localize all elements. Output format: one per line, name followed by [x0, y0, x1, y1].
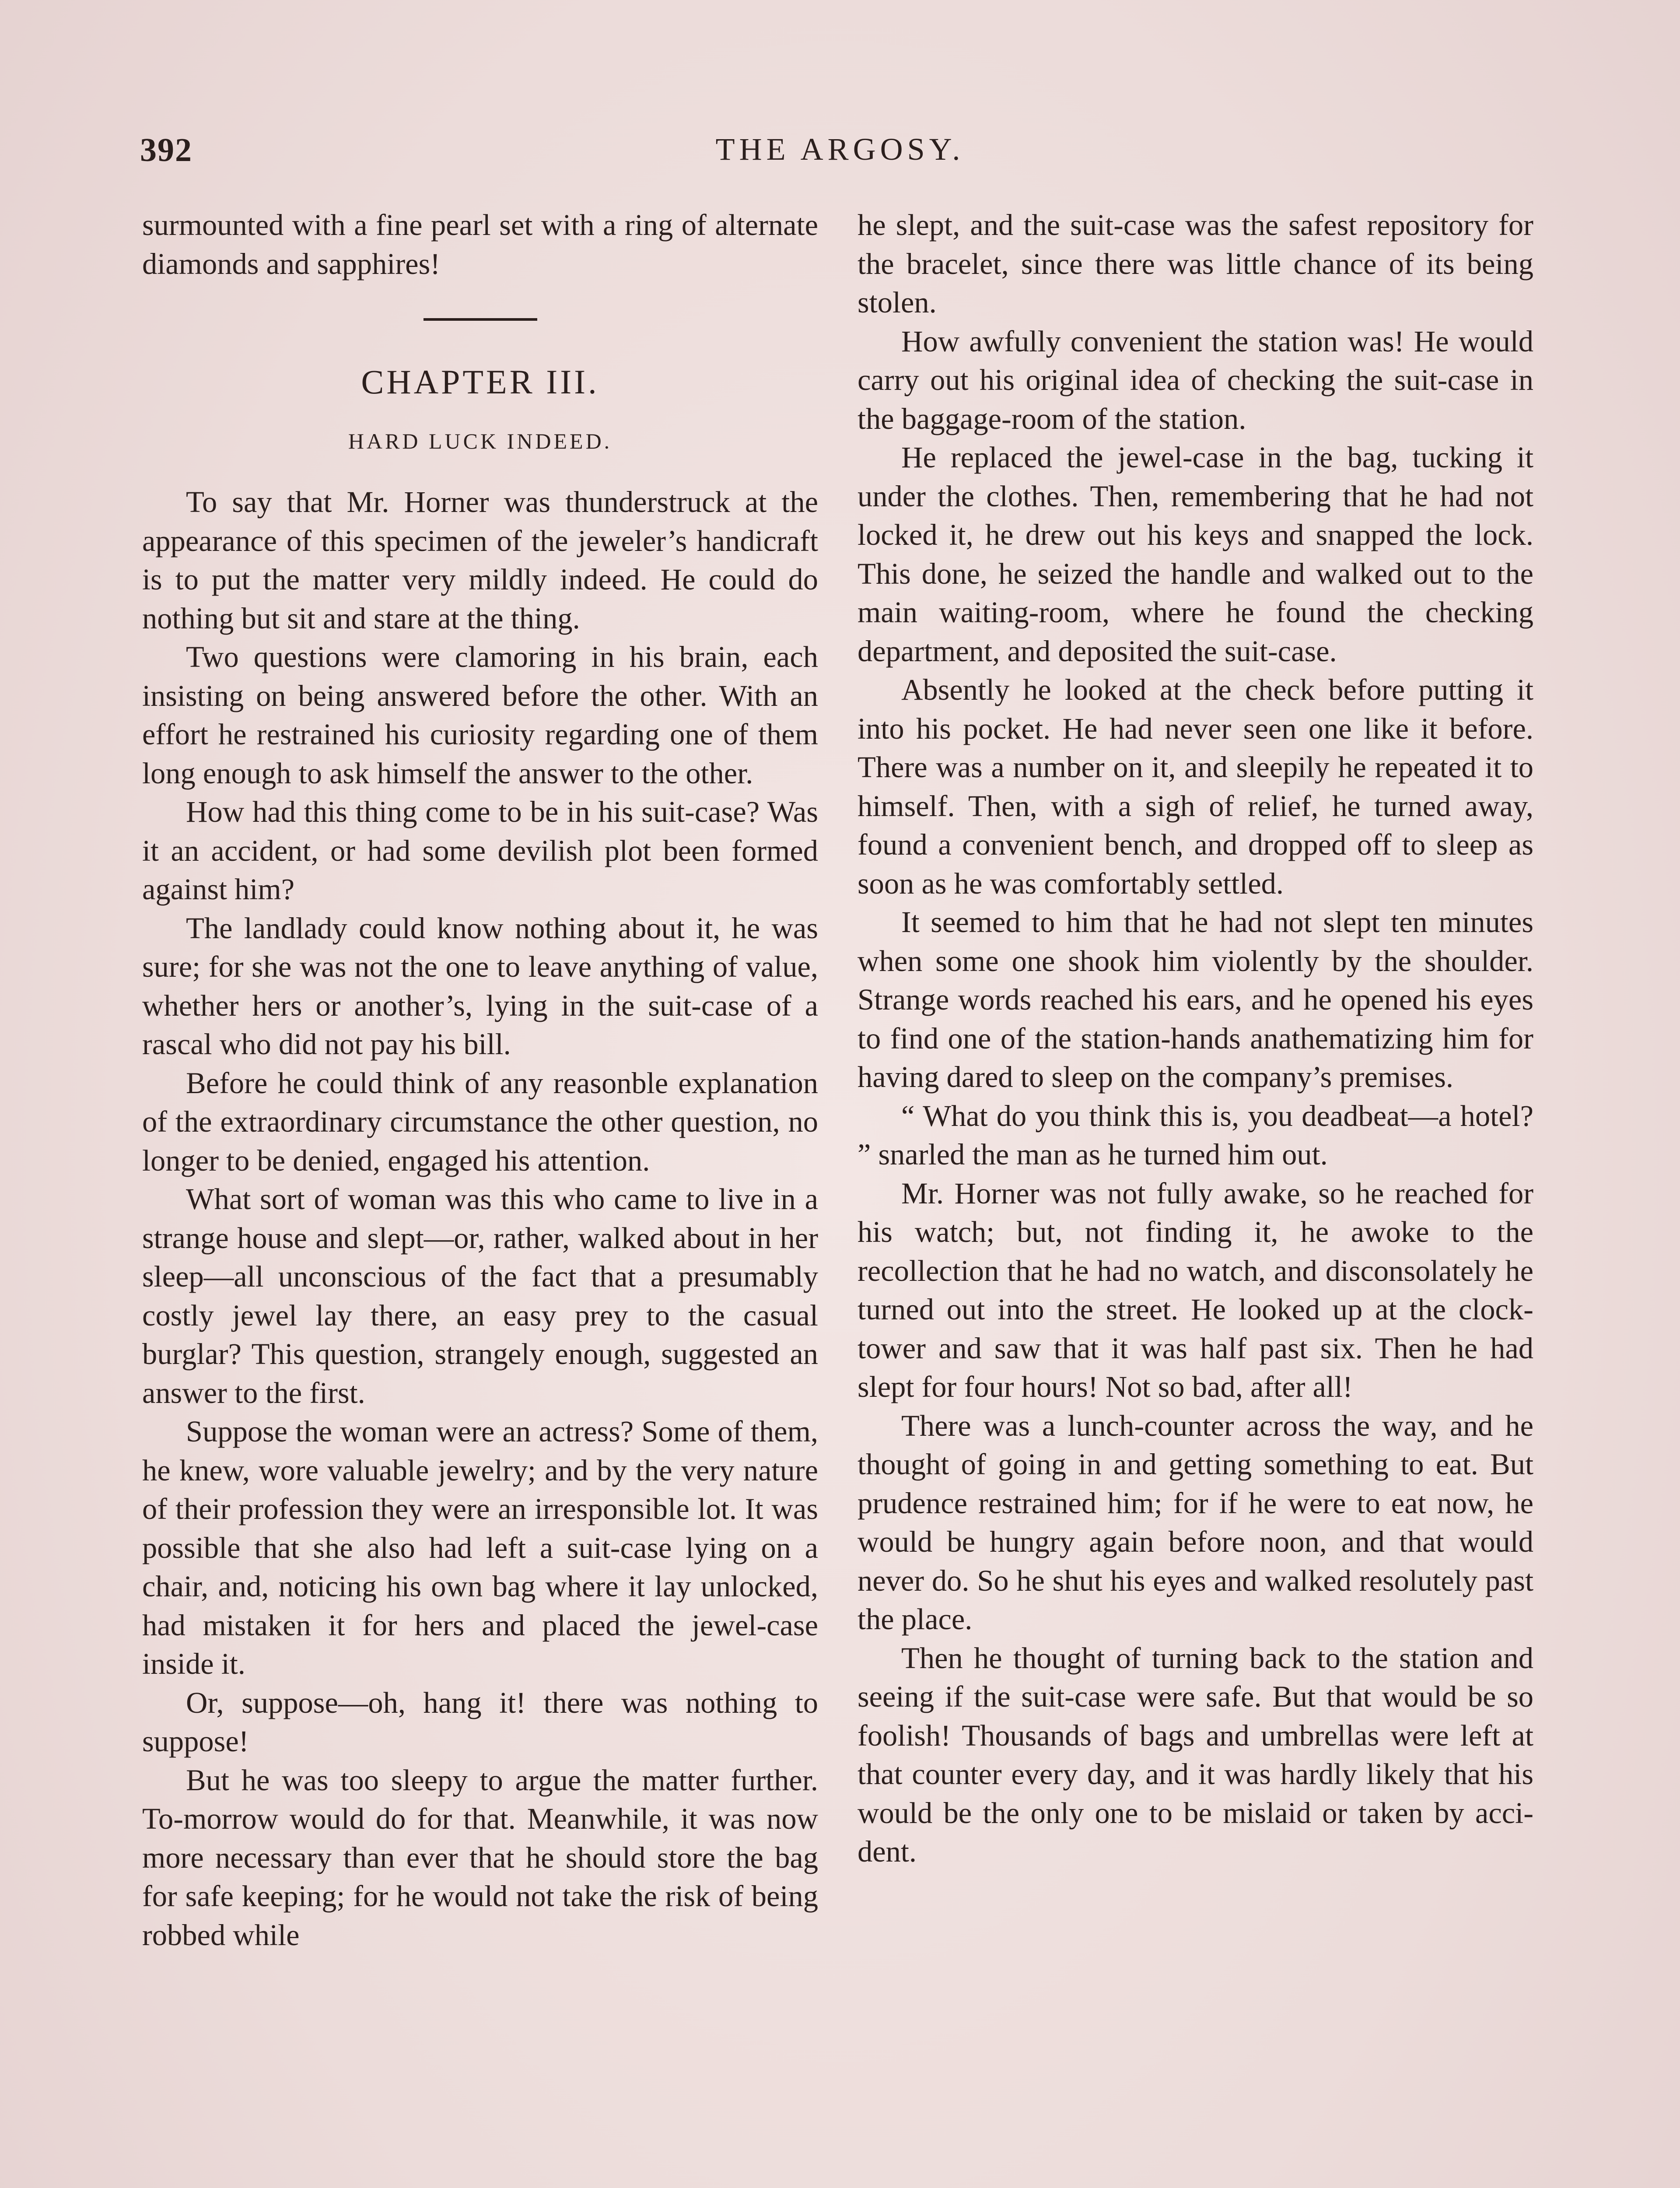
continued-paragraph: he slept, and the suit-case was the safest repository for the bracelet, since there was little chance of its being stolen. — [858, 208, 1533, 319]
paragraph: The landlady could know nothing about it, he was sure; for she was not the one to leave anything of value, whether hers or another’s, lying in the suit-case of a rascal who did not pay his bill. — [142, 911, 818, 1061]
paragraph: “ What do you think this is, you deadbeat—a hotel? ” snarled the man as he turned him out. — [858, 1099, 1533, 1171]
paragraph: Two questions were clamoring in his brain, each insisting on being answered before the other. With an effort he restrained his curiosity regarding one of them long enough to ask himself the answer to the other. — [142, 640, 818, 790]
paragraph: It seemed to him that he had not slept ten minutes when some one shook him violently by the shoulder. Strange words reached his ears, and he opened his eyes to find one of the station-hands anathematizing him for having dared to sleep on the company’s premises. — [858, 905, 1533, 1094]
paragraph: How awfully convenient the station was! He would carry out his original idea of checking the suit-case in the baggage-room of the station. — [858, 324, 1533, 435]
paragraph: Suppose the woman were an actress? Some of them, he knew, wore valuable jewelry; and by the very nature of their profession they were an irresponsible lot. It was possible that she also had left a suit-case lying on a chair, and, noticing his own bag where it lay unlocked, had mistaken it for hers and placed the jewel-case inside it. — [142, 1415, 818, 1680]
paragraph: Or, suppose—oh, hang it! there was nothing to suppose! — [142, 1686, 818, 1758]
paragraph: How had this thing come to be in his suit-case? Was it an accident, or had some devilish plot been formed against him? — [142, 795, 818, 906]
right-column — [858, 206, 1533, 1871]
section-divider — [424, 318, 537, 321]
chapter-title: CHAPTER III. — [361, 363, 599, 401]
paragraph: What sort of woman was this who came to live in a strange house and slept—or, rather, walked about in her sleep—all unconscious of the fact that a presumably costly jewel lay there, an easy prey to the casual burglar? This question, strangely enough, suggested an answer to the first. — [142, 1182, 818, 1410]
paragraph: Absently he looked at the check before putting it into his pocket. He had never seen one like it before. There was a number on it, and sleepily he repeated it to himself. Then, with a sigh of relief, he turned away, found a convenient bench, and dropped off to sleep as soon as he was comfortably settled. — [858, 673, 1533, 900]
paragraph: But he was too sleepy to argue the matter further. To-morrow would do for that. Meanwhile, it was now more necessary than ever that he should store the bag for safe keeping; for he would not take the risk of being robbed while — [142, 1763, 818, 1952]
paragraph: To say that Mr. Horner was thunderstruck at the appearance of this specimen of the jeweler’s handicraft is to put the matter very mildly indeed. He could do nothing but sit and stare at the thing. — [142, 485, 818, 635]
page-number: 392 — [140, 132, 192, 168]
chapter-subtitle: HARD LUCK INDEED. — [348, 429, 612, 453]
paragraph: He replaced the jewel-case in the bag, tucking it under the clothes. Then, remembering that he had not locked it, he drew out his keys and snapped the lock. This done, he seized the handle and walked out to the main waiting-room, where he found the checking department, and deposited the suit-case. — [858, 441, 1533, 668]
running-title: THE ARGOSY. — [715, 132, 965, 167]
page-header — [140, 131, 1540, 179]
left-column — [142, 206, 818, 1954]
paragraph: Before he could think of any reasonble explanation of the extraordinary circumstance the other question, no longer to be denied, engaged his attention. — [142, 1066, 818, 1177]
paragraph: Then he thought of turning back to the station and seeing if the suit-case were safe. But that would be so foolish! Thousands of bags and umbrellas were left at that counter every day, and it was hardly likely that his would be the only one to be mislaid or taken by accident. — [858, 1641, 1533, 1868]
continued-paragraph: surmounted with a fine pearl set with a ring of alternate diamonds and sapphires! — [142, 208, 818, 281]
paragraph: Mr. Horner was not fully awake, so he reached for his watch; but, not finding it, he awoke to the recollection that he had no watch, and disconsolately he turned out into the street. He looked up at the clock-tower and saw that it was half past six. Then he had slept for four hours! Not so bad, after all! — [858, 1176, 1533, 1403]
paragraph: There was a lunch-counter across the way, and he thought of going in and getting something to eat. But prudence restrained him; for if he were to eat now, he would be hungry again before noon, and that would never do. So he shut his eyes and walked resolutely past the place. — [858, 1409, 1533, 1636]
